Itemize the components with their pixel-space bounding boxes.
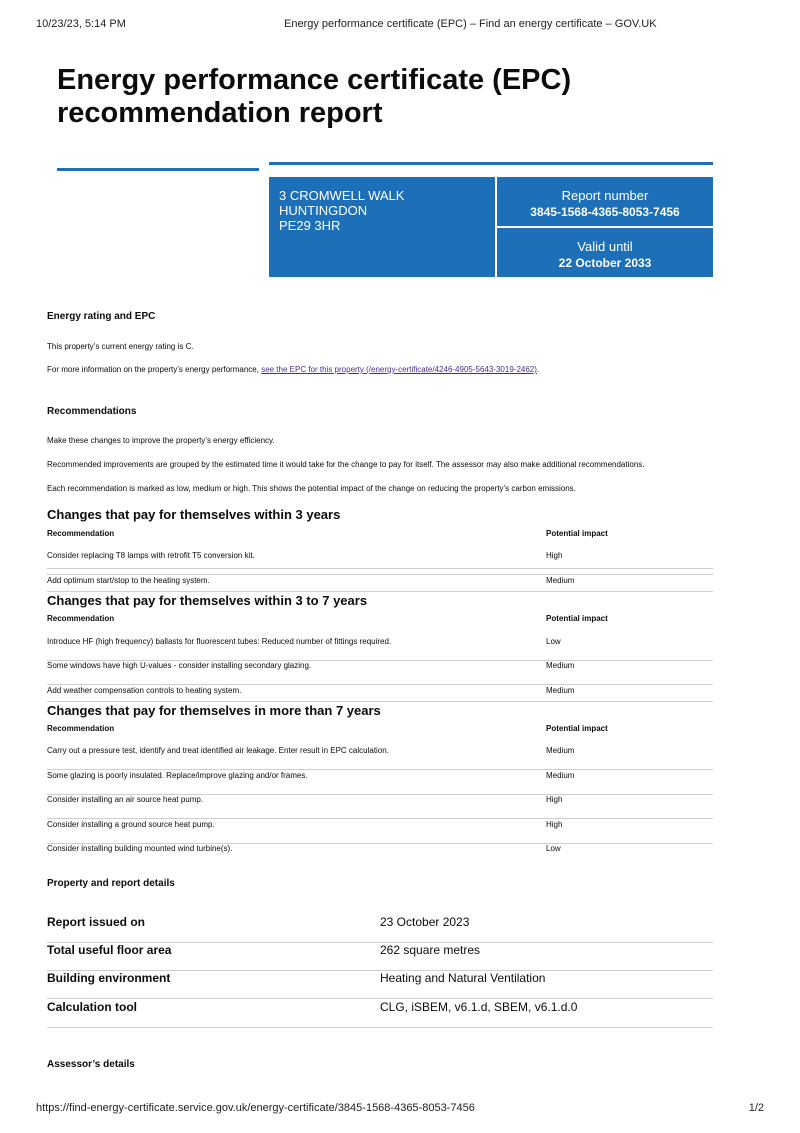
more-info-prefix: For more information on the property’s energy performance, [47,365,262,374]
table-row [47,746,713,770]
col-potential-impact: Potential impact [546,614,608,623]
detail-value: 23 October 2023 [380,915,470,929]
table-header [47,724,713,736]
col-potential-impact: Potential impact [546,724,608,733]
table-row [47,551,713,575]
group-heading-under-3-years: Changes that pay for themselves within 3 years [47,507,341,522]
recommendations-heading: Recommendations [47,406,137,417]
row-divider [47,591,713,592]
recommendation-text: Introduce HF (high frequency) ballasts for fluorescent tubes: Reduced number of fittings required. [47,637,392,646]
col-potential-impact: Potential impact [546,529,608,538]
detail-row [47,915,713,943]
group-heading-over-7-years: Changes that pay for themselves in more than 7 years [47,703,381,718]
row-divider [47,701,713,702]
energy-rating-text: This property’s current energy rating is C. [47,342,194,351]
print-url: https://find-energy-certificate.service.gov.uk/energy-certificate/3845-1568-4365-8053-7456 [36,1102,475,1114]
recommendation-text: Consider installing an air source heat pump. [47,795,204,804]
impact-value: Medium [546,746,575,755]
col-recommendation: Recommendation [47,724,115,733]
report-number-value: 3845-1568-4365-8053-7456 [530,205,680,219]
print-page-title: Energy performance certificate (EPC) – Find an energy certificate – GOV.UK [284,18,657,30]
title-divider-left [57,168,259,171]
address-box [269,177,495,277]
detail-value: Heating and Natural Ventilation [380,971,546,985]
table-header [47,529,713,541]
col-recommendation: Recommendation [47,529,115,538]
table-row [47,795,713,819]
title-divider-right [269,162,713,165]
detail-row [47,943,713,971]
print-datetime: 10/23/23, 5:14 PM [36,18,126,30]
report-number-box [497,177,713,226]
detail-key: Report issued on [47,915,146,929]
impact-value: High [546,820,563,829]
energy-rating-more-info [47,365,539,374]
recommendation-text: Consider replacing T8 lamps with retrofit T5 conversion kit. [47,551,255,560]
impact-value: Low [546,637,561,646]
recommendation-text: Consider installing building mounted wind turbine(s). [47,844,233,853]
epc-link[interactable]: see the EPC for this property (/energy-certificate/4246-4905-5643-3019-2462) [261,365,537,374]
detail-key: Total useful floor area [47,943,172,957]
recommendation-text: Add weather compensation controls to heating system. [47,686,242,695]
valid-until-box [497,228,713,277]
recommendation-text: Carry out a pressure test, identify and treat identified air leakage. Enter result in EPC calculation. [47,746,389,755]
table-row [47,637,713,661]
recommendations-intro-3: Each recommendation is marked as low, medium or high. This shows the potential impact of the change on reducing the property’s carbon emissions. [47,484,576,493]
impact-value: Medium [546,661,575,670]
impact-value: Low [546,844,561,853]
detail-row [47,1000,713,1028]
table-row [47,820,713,844]
recommendations-intro-2: Recommended improvements are grouped by the estimated time it would take for the change to pay for itself. The assessor may also make additional recommendations. [47,460,645,469]
detail-key: Building environment [47,971,171,985]
address-line-1: 3 CROMWELL WALK [279,188,405,203]
col-recommendation: Recommendation [47,614,115,623]
detail-value: 262 square metres [380,943,481,957]
impact-value: Medium [546,576,575,585]
more-info-suffix: . [536,365,540,374]
impact-value: High [546,551,563,560]
detail-key: Calculation tool [47,1000,137,1014]
report-number-label: Report number [561,188,649,203]
detail-row [47,971,713,999]
group-heading-3-to-7-years: Changes that pay for themselves within 3 to 7 years [47,593,368,608]
table-row [47,661,713,685]
table-row [47,844,713,868]
table-header [47,614,713,626]
details-heading: Property and report details [47,878,175,889]
print-page-count: 1/2 [748,1102,764,1114]
recommendation-text: Some glazing is poorly insulated. Replace/improve glazing and/or frames. [47,771,308,780]
table-row [47,771,713,795]
detail-value: CLG, iSBEM, v6.1.d, SBEM, v6.1.d.0 [380,1000,578,1014]
impact-value: Medium [546,686,575,695]
energy-rating-heading: Energy rating and EPC [47,311,156,322]
recommendation-text: Add optimum start/stop to the heating system. [47,576,210,585]
impact-value: Medium [546,771,575,780]
recommendation-text: Some windows have high U-values - consider installing secondary glazing. [47,661,312,670]
valid-until-label: Valid until [577,239,633,254]
recommendations-intro-1: Make these changes to improve the property’s energy efficiency. [47,436,275,445]
address-line-2: HUNTINGDON [279,203,368,218]
address-postcode: PE29 3HR [279,218,341,233]
print-header [36,18,764,32]
row-divider [47,568,713,569]
impact-value: High [546,795,563,804]
print-footer [36,1102,764,1116]
page-title: Energy performance certificate (EPC) recommendation report [57,64,572,129]
assessor-heading: Assessor’s details [47,1059,135,1070]
recommendation-text: Consider installing a ground source heat pump. [47,820,215,829]
valid-until-value: 22 October 2033 [558,256,652,270]
